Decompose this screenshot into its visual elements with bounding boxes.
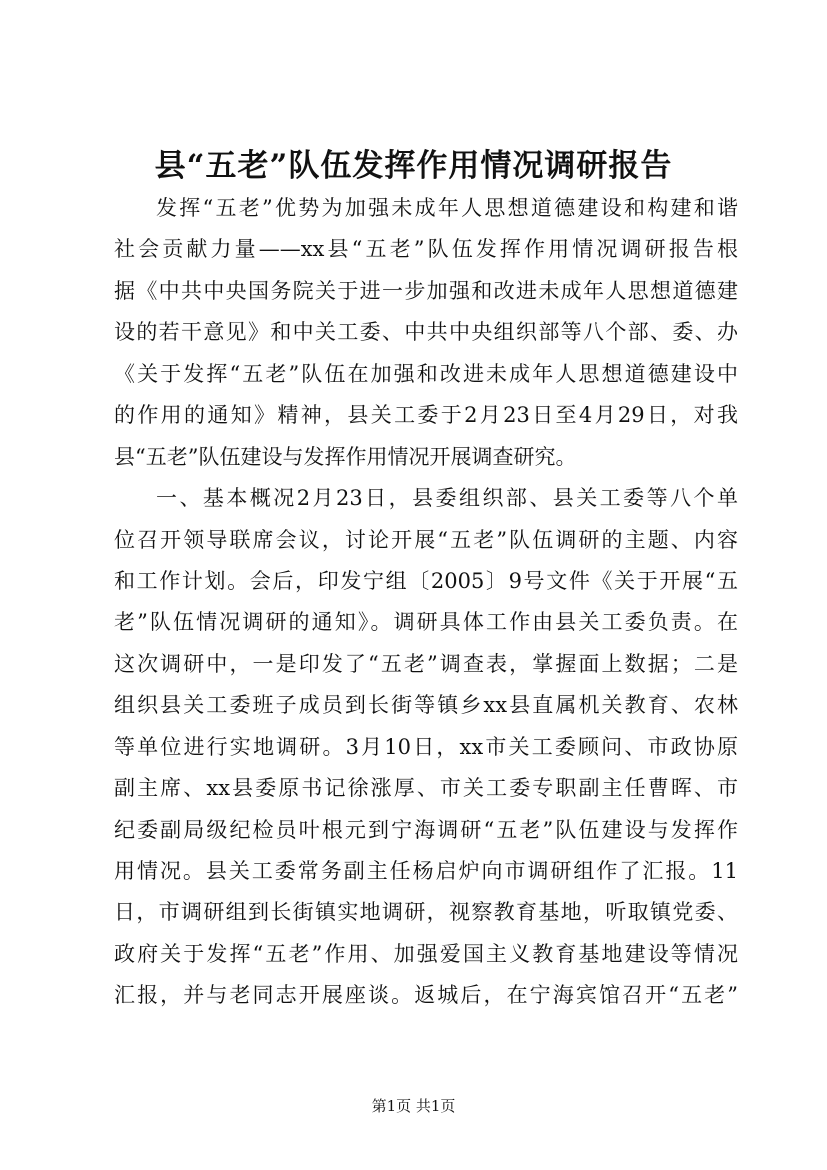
paragraph-1-line-4: 设的若干意见》和中关工委、中共中央组织部等八个部、委、办	[114, 320, 738, 345]
paragraph-2-line-8: 副主席、xx县委原书记徐涨厚、市关工委专职副主任曹晖、市	[114, 776, 738, 801]
page-footer: 第1页 共1页	[371, 1097, 456, 1115]
paragraph-2-line-1: 一、基本概况2月23日，县委组织部、县关工委等八个单	[156, 486, 738, 511]
paragraph-2-line-9: 纪委副局级纪检员叶根元到宁海调研“五老”队伍建设与发挥作	[114, 817, 738, 842]
paragraph-2-line-7: 等单位进行实地调研。3月10日，xx市关工委顾问、市政协原	[114, 734, 738, 759]
paragraph-2-line-2: 位召开领导联席会议，讨论开展“五老”队伍调研的主题、内容	[114, 527, 738, 552]
document-body	[114, 188, 738, 1017]
paragraph-1-line-3: 据《中共中央国务院关于进一步加强和改进未成年人思想道德建	[114, 278, 738, 303]
paragraph-1-line-2: 社会贡献力量——xx县“五老”队伍发挥作用情况调研报告根	[114, 237, 738, 262]
paragraph-1-line-5: 《关于发挥“五老”队伍在加强和改进未成年人思想道德建设中	[114, 361, 738, 386]
paragraph-2-line-6: 组织县关工委班子成员到长街等镇乡xx县直属机关教育、农林	[114, 693, 738, 718]
paragraph-1-line-7: 县“五老”队伍建设与发挥作用情况开展调查研究。	[114, 444, 577, 469]
paragraph-1-line-6: 的作用的通知》精神，县关工委于2月23日至4月29日，对我	[114, 403, 738, 428]
paragraph-1-line-1: 发挥“五老”优势为加强未成年人思想道德建设和构建和谐	[156, 196, 738, 220]
paragraph-2-line-13: 汇报，并与老同志开展座谈。返城后，在宁海宾馆召开“五老”	[114, 983, 738, 1008]
paragraph-2-line-3: 和工作计划。会后，印发宁组〔2005〕9号文件《关于开展“五	[114, 568, 738, 593]
document-title: 县“五老”队伍发挥作用情况调研报告	[154, 148, 673, 184]
paragraph-2-line-5: 这次调研中，一是印发了“五老”调查表，掌握面上数据；二是	[114, 651, 738, 676]
paragraph-2-line-10: 用情况。县关工委常务副主任杨启炉向市调研组作了汇报。11	[114, 859, 738, 883]
paragraph-2-line-4: 老”队伍情况调研的通知》。调研具体工作由县关工委负责。在	[114, 610, 738, 635]
paragraph-2-line-12: 政府关于发挥“五老”作用、加强爱国主义教育基地建设等情况	[114, 941, 738, 966]
paragraph-2-line-11: 日，市调研组到长街镇实地调研，视察教育基地，听取镇党委、	[114, 900, 738, 925]
